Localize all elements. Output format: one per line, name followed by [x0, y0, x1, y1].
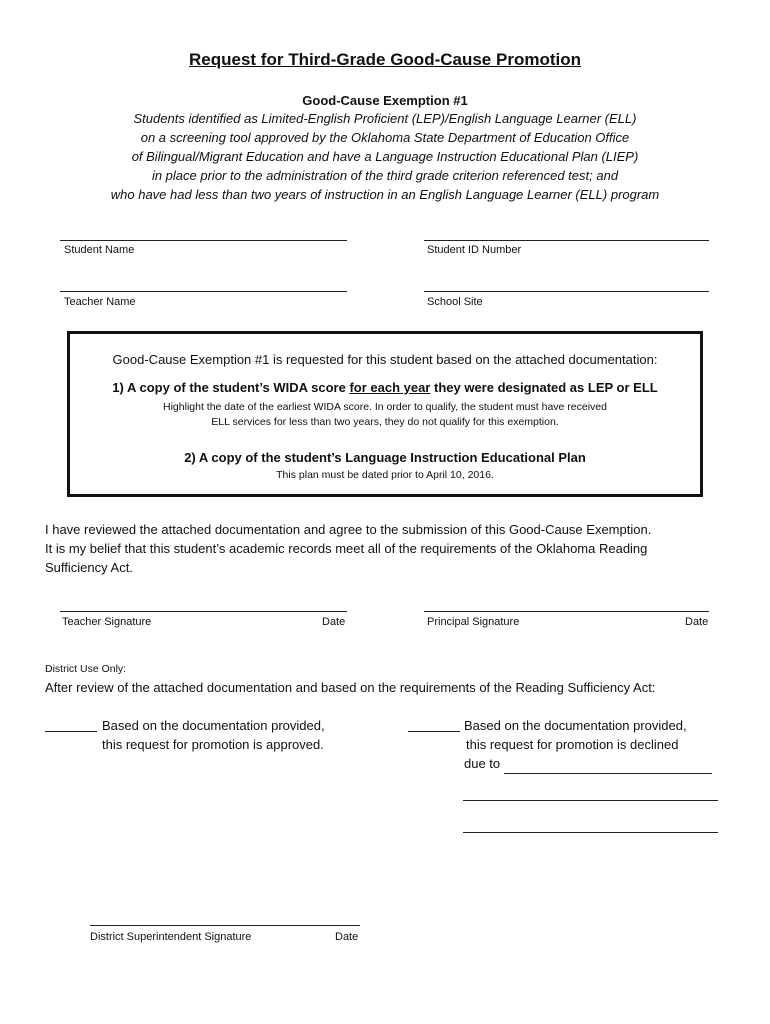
approved-option: Based on the documentation provided, this request for promotion is approved.	[102, 718, 325, 752]
district-review-text: After review of the attached documentation and based on the requirements of the Reading Sufficiency Act:	[45, 680, 656, 695]
school-site-field[interactable]	[424, 291, 709, 292]
intro-line: who have had less than two years of instruction in an English Language Learner (ELL) program	[110, 187, 660, 202]
teacher-signature-field[interactable]	[60, 611, 347, 612]
superintendent-date-label: Date	[335, 931, 359, 943]
declined-reason-line[interactable]	[463, 832, 718, 833]
intro-line: in place prior to the administration of the third grade criterion referenced test; and	[151, 168, 619, 183]
requirement-2: 2) A copy of the student’s Language Instruction Educational Plan	[184, 450, 586, 465]
box-heading: Good-Cause Exemption #1 is requested for this student based on the attached documentation:	[112, 352, 658, 367]
student-id-label: Student ID Number	[427, 244, 522, 256]
school-site-label: School Site	[427, 296, 483, 308]
requirement-1-note: Highlight the date of the earliest WIDA score. In order to qualify, the student must have received	[163, 401, 607, 413]
requirement-1: 1) A copy of the student’s WIDA score for each year they were designated as LEP or ELL	[112, 380, 658, 395]
student-name-label: Student Name	[64, 244, 135, 256]
intro-line: of Bilingual/Migrant Education and have a Language Instruction Educational Plan (LIEP)	[131, 149, 639, 164]
intro-line: Students identified as Limited-English Proficient (LEP)/English Language Learner (ELL)	[133, 111, 637, 126]
teacher-name-label: Teacher Name	[64, 296, 136, 308]
principal-date-label: Date	[685, 616, 709, 628]
intro-line: on a screening tool approved by the Oklahoma State Department of Education Office	[140, 130, 630, 145]
teacher-name-field[interactable]	[60, 291, 347, 292]
teacher-signature-label: Teacher Signature	[62, 616, 152, 628]
exemption-subtitle: Good-Cause Exemption #1	[302, 93, 468, 108]
requirement-1-note: ELL services for less than two years, they do not qualify for this exemption.	[211, 416, 559, 428]
principal-signature-label: Principal Signature	[427, 616, 520, 628]
student-id-field[interactable]	[424, 240, 709, 241]
student-name-field[interactable]	[60, 240, 347, 241]
superintendent-signature-field[interactable]	[90, 925, 360, 926]
page-title: Request for Third-Grade Good-Cause Promotion	[189, 50, 581, 69]
statement-paragraph: I have reviewed the attached documentation and agree to the submission of this Good-Cause Exemption. It is my belief that this student’s academic records meet all of the requirements of the Oklahoma Reading Sufficiency Act.	[45, 522, 652, 575]
declined-checkbox-line[interactable]	[408, 731, 460, 732]
declined-reason-field[interactable]	[504, 754, 712, 774]
teacher-date-label: Date	[322, 616, 346, 628]
requirement-2-note: This plan must be dated prior to April 10, 2016.	[276, 469, 494, 481]
approved-checkbox-line[interactable]	[45, 731, 97, 732]
district-use-label: District Use Only:	[45, 663, 127, 675]
declined-reason-line[interactable]	[463, 800, 718, 801]
documentation-box	[67, 331, 703, 497]
principal-signature-field[interactable]	[424, 611, 709, 612]
intro-paragraph	[0, 109, 770, 204]
superintendent-signature-label: District Superintendent Signature	[90, 931, 252, 943]
declined-option: Based on the documentation provided, this request for promotion is declined due to	[464, 716, 712, 774]
